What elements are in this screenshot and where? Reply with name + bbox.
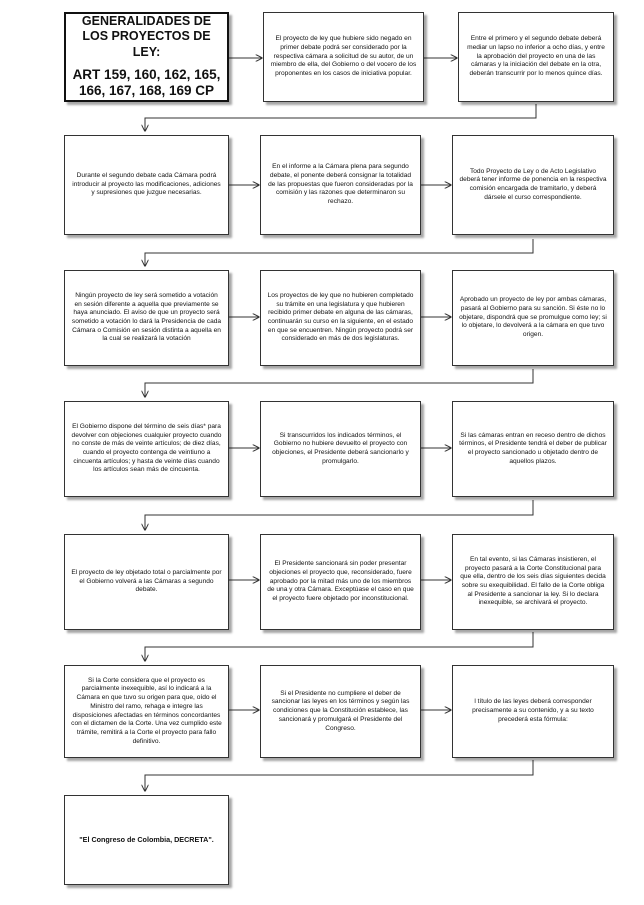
step-box-5: Todo Proyecto de Ley o de Acto Legislativo deberá tener informe de ponencia en la respectiva comisión encargada de tramitarlo, y deberá dársele el curso correspondiente. xyxy=(452,135,614,235)
step-box-7: Los proyectos de ley que no hubieren completado su trámite en una legislatura y que hubieren recibido primer debate en alguna de las cámaras, continuarán su curso en la siguiente, en el estado en que se encuentren. Ningún proyecto podrá ser considerado en más de dos legislaturas. xyxy=(260,270,421,366)
step-box-16: Si el Presidente no cumpliere el deber de sancionar las leyes en los términos y según las condiciones que la Constitución establece, las sancionará y promulgará el Presidente del Congreso. xyxy=(260,665,421,758)
arrow-row3-to-row4 xyxy=(145,369,533,397)
title-line1: GENERALIDADES DE LOS PROYECTOS DE LEY: xyxy=(81,13,212,59)
step-box-8: Aprobado un proyecto de ley por ambas cámaras, pasará al Gobierno para su sanción. Si éste no lo objetare, dispondrá que se promulgue como ley; si lo objetare, lo devolverá a la cámara en que tuvo origen. xyxy=(452,270,614,366)
title-box xyxy=(64,12,229,102)
step-box-9: El Gobierno dispone del término de seis días* para devolver con objeciones cualquier proyecto cuando no conste de más de veinte artículos; de diez días, cuando el proyecto contenga de veintiuno a cincuenta artículos; y hasta de veinte días cuando los artículos sean más de cincuenta. xyxy=(64,401,229,497)
step-box-10: Si transcurridos los indicados términos, el Gobierno no hubiere devuelto el proyecto con objeciones, el Presidente deberá sancionarlo y promulgarlo. xyxy=(260,401,421,497)
step-box-17: l título de las leyes deberá corresponder precisamente a su contenido, y a su texto precederá esta fórmula: xyxy=(452,665,614,758)
step-box-1: El proyecto de ley que hubiere sido negado en primer debate podrá ser considerado por la respectiva cámara a solicitud de su autor, de un miembro de ella, del Gobierno o del vocero de los proponentes en los casos de iniciativa popular. xyxy=(263,12,424,102)
step-box-2: Entre el primero y el segundo debate deberá mediar un lapso no inferior a ocho días, y entre la aprobación del proyecto en una de las cámaras y la iniciación del debate en la otra, deberán transcurrir por lo menos quince días. xyxy=(458,12,614,102)
step-box-3: Durante el segundo debate cada Cámara podrá introducir al proyecto las modificaciones, adiciones y supresiones que juzgue necesarias. xyxy=(64,135,229,235)
arrow-row5-to-row6 xyxy=(145,632,533,661)
title-line2: ART 159, 160, 162, 165, 166, 167, 168, 169 CP xyxy=(72,66,221,99)
step-box-12: El proyecto de ley objetado total o parcialmente por el Gobierno volverá a las Cámaras a segundo debate. xyxy=(64,534,229,630)
step-box-6: Ningún proyecto de ley será sometido a votación en sesión diferente a aquella que previamente se haya anunciado. El aviso de que un proyecto será sometido a votación lo dará la Presidencia de cada Cámara o Comisión en sesión distinta a aquella en la cual se realizará la votación xyxy=(64,270,229,366)
step-box-14: En tal evento, si las Cámaras insistieren, el proyecto pasará a la Corte Constitucional para que ella, dentro de los seis días siguientes decida sobre su exequibilidad. El fallo de la Corte obliga al Presidente a sancionar la ley. Si lo declara inexequible, se archivará el proyecto. xyxy=(452,534,614,630)
arrow-row4-to-row5 xyxy=(145,500,533,530)
final-formula-box: "El Congreso de Colombia, DECRETA". xyxy=(64,795,229,885)
step-box-4: En el informe a la Cámara plena para segundo debate, el ponente deberá consignar la totalidad de las propuestas que fueron consideradas por la comisión y las razones que determinaron su rechazo. xyxy=(260,135,421,235)
arrow-row2-to-row3 xyxy=(145,239,533,266)
arrow-row6-to-final xyxy=(145,760,533,791)
step-box-11: Si las cámaras entran en receso dentro de dichos términos, el Presidente tendrá el deber de publicar el proyecto sancionado u objetado dentro de aquellos plazos. xyxy=(452,401,614,497)
step-box-13: El Presidente sancionará sin poder presentar objeciones el proyecto que, reconsiderado, fuere aprobado por la mitad más uno de los miembros de una y otra Cámara. Exceptúase el caso en que el proyecto fuere objetado por inconstitucional. xyxy=(260,534,421,630)
step-box-15: Si la Corte considera que el proyecto es parcialmente inexequible, así lo indicará a la Cámara en que tuvo su origen para que, oído el Ministro del ramo, rehaga e integre las disposiciones afectadas en términos concordantes con el dictamen de la Corte. Una vez cumplido este trámite, remitirá a la Corte el proyecto para fallo definitivo. xyxy=(64,665,229,758)
arrow-row1-to-row2 xyxy=(145,104,536,131)
